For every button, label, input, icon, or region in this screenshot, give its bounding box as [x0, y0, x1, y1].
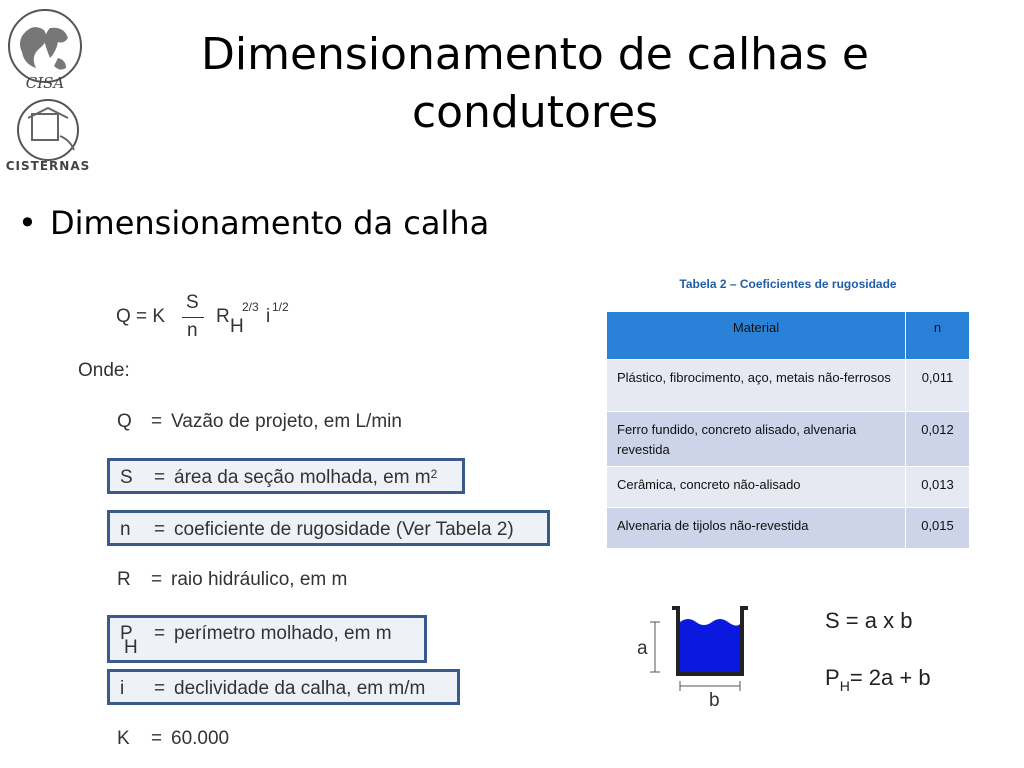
table-header-row: [607, 312, 970, 360]
def-text: declividade da calha, em m/m: [174, 678, 426, 699]
def-symbol: n: [120, 519, 131, 540]
formula-i-exp: 1/2: [272, 300, 289, 314]
definition-k: [107, 722, 467, 758]
def-text: perímetro molhado, em m: [174, 623, 392, 644]
slide-title: Dimensionamento de calhas e condutores: [200, 29, 869, 138]
table-header-material: Material: [607, 312, 906, 360]
table-caption: Tabela 2 – Coeficientes de rugosidade: [679, 277, 897, 291]
perimeter-eq-sub: H: [839, 678, 850, 694]
def-equals: =: [151, 728, 163, 749]
def-symbol: P: [120, 623, 133, 644]
perimeter-eq-p: P: [825, 665, 840, 690]
def-text: raio hidráulico, em m: [171, 569, 348, 590]
def-equals: =: [154, 519, 166, 540]
roughness-table: [606, 311, 970, 549]
table-cell-n: 0,013: [906, 467, 970, 508]
table-row: [607, 412, 970, 467]
def-symbol: Q: [117, 411, 132, 432]
def-symbol: S: [120, 467, 133, 488]
formula-r: R: [216, 306, 230, 327]
water-fill: [680, 619, 740, 672]
def-text-wrap: [174, 461, 437, 495]
gutter-cross-section-diagram: [630, 600, 760, 710]
dimension-b-label: b: [709, 690, 720, 711]
definition-s: [107, 458, 465, 494]
table-cell-material: Cerâmica, concreto não-alisado: [607, 467, 906, 508]
cisa-logo: [2, 6, 88, 92]
table-cell-material: Plástico, fibrocimento, aço, metais não-ferrosos: [607, 360, 906, 412]
def-text: Vazão de projeto, em L/min: [171, 411, 402, 432]
def-text: coeficiente de rugosidade (Ver Tabela 2): [174, 519, 514, 540]
def-equals: =: [154, 623, 166, 644]
bullet-dot: •: [18, 204, 37, 242]
def-equals: =: [151, 411, 163, 432]
def-sup: 2: [430, 467, 438, 481]
fraction-line: [182, 317, 204, 318]
bullet-item: [18, 204, 489, 242]
def-text: 60.000: [171, 728, 230, 749]
area-equation: S = a x b: [825, 608, 913, 633]
table-header-n: n: [906, 312, 970, 360]
formula-denominator: n: [187, 320, 198, 341]
definition-i: [107, 669, 460, 705]
table-cell-material: Ferro fundido, concreto alisado, alvenaria revestida: [607, 412, 906, 467]
def-symbol: K: [117, 728, 130, 749]
cisternas-logo-text: CISTERNAS: [5, 159, 91, 173]
def-symbol: R: [117, 569, 131, 590]
definition-q: [107, 405, 467, 441]
onde-label: Onde:: [78, 360, 130, 381]
def-symbol: i: [120, 678, 125, 699]
table-cell-n: 0,012: [906, 412, 970, 467]
table-row: [607, 360, 970, 412]
dimension-a-label: a: [637, 638, 648, 659]
def-sub: H: [124, 637, 138, 658]
def-equals: =: [154, 678, 166, 699]
def-equals: =: [154, 467, 166, 488]
formula-i: i: [266, 306, 271, 327]
definition-ph: [107, 615, 427, 663]
formula-q-k: Q = K: [116, 306, 166, 327]
perimeter-equation: [825, 665, 931, 694]
table-cell-n: 0,015: [906, 508, 970, 549]
table-cell-n: 0,011: [906, 360, 970, 412]
formula-r-sub: H: [230, 316, 244, 337]
formula-numerator: S: [186, 292, 199, 313]
def-text: área da seção molhada, em m: [174, 467, 431, 488]
table-row: [607, 467, 970, 508]
bullet-text: Dimensionamento da calha: [50, 204, 490, 242]
formula-r-exp: 2/3: [242, 300, 259, 314]
perimeter-eq-rest: = 2a + b: [849, 665, 931, 690]
definition-n: [107, 510, 550, 546]
table-cell-material: Alvenaria de tijolos não-revestida: [607, 508, 906, 549]
definition-r: [107, 563, 467, 599]
table-row: [607, 508, 970, 549]
def-equals: =: [151, 569, 163, 590]
cisternas-logo: [4, 96, 92, 176]
cisa-logo-text: CISA: [25, 74, 65, 92]
